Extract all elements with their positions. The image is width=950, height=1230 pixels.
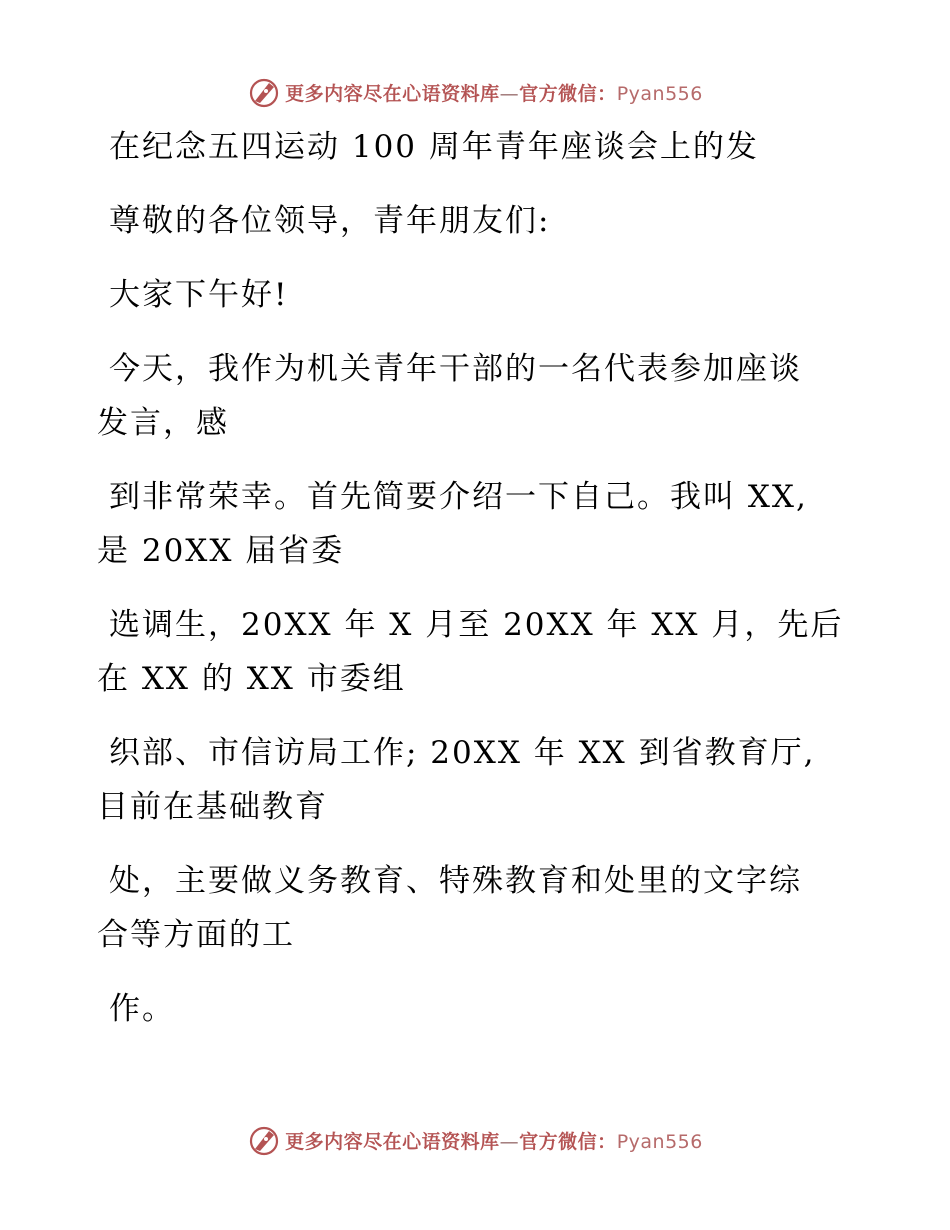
header-banner-separator: — xyxy=(499,82,520,105)
header-banner-text xyxy=(285,79,703,106)
paragraph-line: 到非常荣幸。首先简要介绍一下自己。我叫 XX, xyxy=(109,479,808,515)
paragraph-line: 发言，感 xyxy=(97,405,229,441)
greeting: 大家下午好! xyxy=(109,277,289,313)
footer-banner-wechat-id: Pyan556 xyxy=(616,1130,703,1153)
header-banner xyxy=(0,70,950,114)
footer-banner-wechat-label: 官方微信： xyxy=(519,1130,617,1153)
header-banner-wechat-label: 官方微信： xyxy=(519,82,617,105)
salutation: 尊敬的各位领导，青年朋友们: xyxy=(109,203,551,239)
closing-line: 作。 xyxy=(109,991,175,1027)
paragraph-line: 在 XX 的 XX 市委组 xyxy=(97,661,406,697)
paragraph-line: 处，主要做义务教育、特殊教育和处里的文字综 xyxy=(109,863,802,899)
paragraph-line: 今天，我作为机关青年干部的一名代表参加座谈 xyxy=(109,351,802,387)
pen-nib-logo-icon xyxy=(247,1123,281,1157)
footer-banner-separator: — xyxy=(499,1130,520,1153)
paragraph-4 xyxy=(97,726,837,834)
paragraph-line: 选调生，20XX 年 X 月至 20XX 年 XX 月，先后 xyxy=(109,607,844,643)
footer-banner-title: 更多内容尽在心语资料库 xyxy=(285,1130,500,1153)
header-banner-title: 更多内容尽在心语资料库 xyxy=(285,82,500,105)
footer-banner-text xyxy=(285,1127,703,1154)
document-body xyxy=(97,120,844,1036)
paragraph-line: 是 20XX 届省委 xyxy=(97,533,345,569)
document-title: 在纪念五四运动 100 周年青年座谈会上的发 xyxy=(109,129,759,165)
header-banner-wechat-id: Pyan556 xyxy=(616,82,703,105)
paragraph-1 xyxy=(97,342,837,450)
pen-nib-logo-icon xyxy=(247,75,281,109)
paragraph-line: 合等方面的工 xyxy=(97,917,295,953)
paragraph-3 xyxy=(97,598,844,706)
paragraph-line: 目前在基础教育 xyxy=(97,789,328,825)
paragraph-line: 织部、市信访局工作; 20XX 年 XX 到省教育厅, xyxy=(109,735,816,771)
paragraph-5 xyxy=(97,854,837,962)
footer-banner xyxy=(0,1118,950,1162)
paragraph-2 xyxy=(97,470,837,578)
